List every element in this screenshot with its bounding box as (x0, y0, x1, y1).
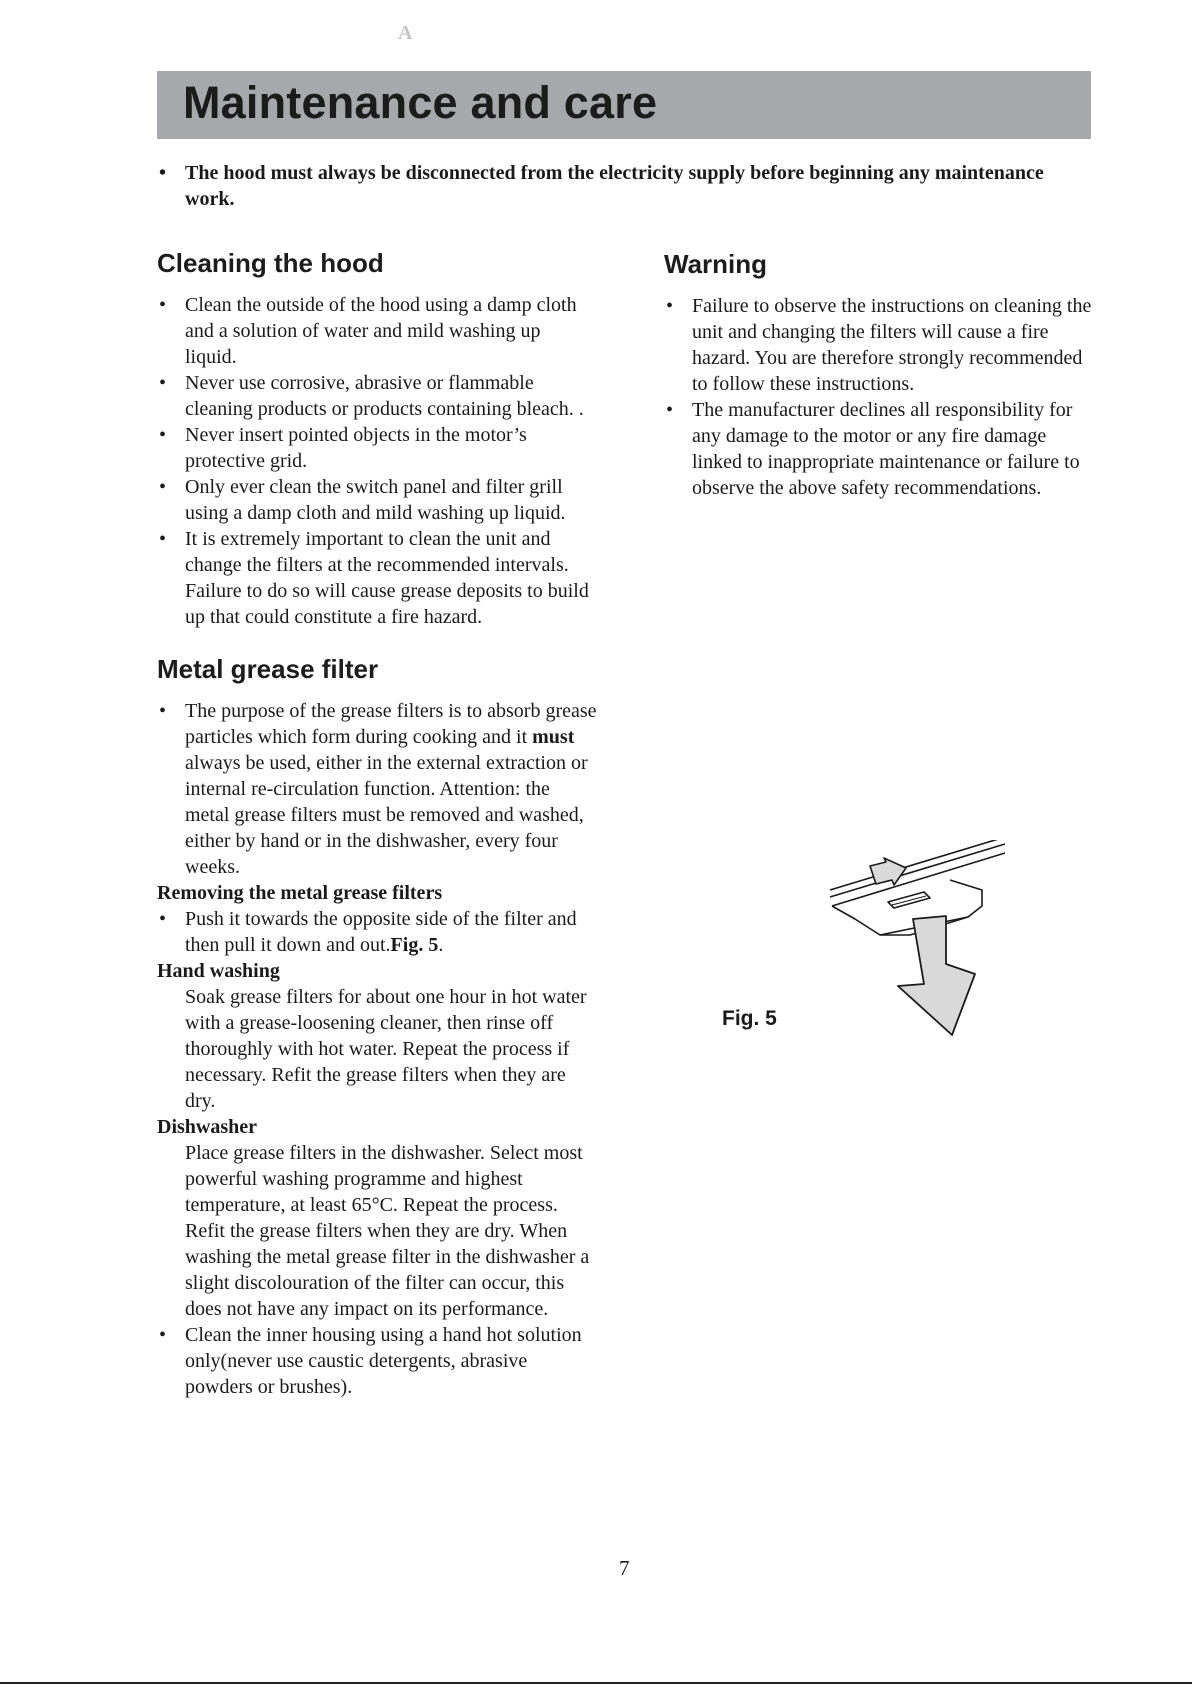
list-item: • Only ever clean the switch panel and filter grill using a damp cloth and mild washing up liquid. (157, 474, 597, 526)
cleaning-list (157, 292, 597, 630)
list-item (157, 698, 597, 880)
intro-list (157, 160, 1092, 212)
dishwasher-text: Place grease filters in the dishwasher. Select most powerful washing programme and highest temperature, at least 65°C. Repeat the process. Refit the grease filters when they are dry. When washing the metal grease filter in the dishwasher a slight discolouration of the filter can occur, this does not have any impact on its performance. (185, 1142, 590, 1320)
intro-item: • The hood must always be disconnected from the electricity supply before beginning any maintenance work. (157, 160, 1092, 212)
page-title: Maintenance and care (183, 77, 658, 128)
filter-removal-arrow-illustration (820, 840, 1020, 1040)
corner-mark: A (398, 22, 413, 44)
warning-list (664, 293, 1094, 501)
filter-purpose-list (157, 698, 597, 880)
metal-filter-heading: Metal grease filter (157, 654, 379, 684)
inner-housing-list (157, 1322, 597, 1400)
list-item (157, 906, 597, 958)
figure-reference: Fig. 5 (390, 934, 439, 956)
page-number: 7 (619, 1556, 630, 1580)
purpose-emphasis: must (532, 726, 575, 748)
title-bar (157, 71, 1091, 139)
list-item: • Never use corrosive, abrasive or flammable cleaning products or products containing bleach. . (157, 370, 597, 422)
list-item: • Never insert pointed objects in the motor’s protective grid. (157, 422, 597, 474)
figure-label: Fig. 5 (722, 1007, 777, 1030)
purpose-text-end: always be used, either in the external extraction or internal re-circulation function. Attention: the metal grease filters must be removed and washed, either by hand or in the dishwasher, every four weeks. (185, 752, 588, 878)
list-item: • Failure to observe the instructions on cleaning the unit and changing the filters will cause a fire hazard. You are therefore strongly recommended to follow these instructions. (664, 293, 1094, 397)
left-column (157, 248, 597, 1400)
dishwasher-subheading: Dishwasher (157, 1116, 258, 1138)
filter-removal-illustration (820, 840, 1020, 1040)
removing-text: Push it towards the opposite side of the filter and then pull it down and out. (185, 908, 577, 956)
warning-heading: Warning (664, 249, 768, 279)
list-item: • The manufacturer declines all responsibility for any damage to the motor or any fire damage linked to inappropriate maintenance or failure to observe the above safety recommendations. (664, 397, 1094, 501)
list-item: • Clean the inner housing using a hand hot solution only(never use caustic detergents, abrasive powders or brushes). (157, 1322, 597, 1400)
bottom-rule (0, 1682, 1192, 1684)
removing-list (157, 906, 597, 958)
list-item: • It is extremely important to clean the unit and change the filters at the recommended intervals. Failure to do so will cause grease deposits to build up that could constitute a fire hazard. (157, 526, 597, 630)
right-column (664, 249, 1094, 501)
removing-subheading: Removing the metal grease filters (157, 882, 443, 904)
list-item: • Clean the outside of the hood using a damp cloth and a solution of water and mild washing up liquid. (157, 292, 597, 370)
hand-washing-text: Soak grease filters for about one hour in hot water with a grease-loosening cleaner, then rinse off thoroughly with hot water. Repeat the process if necessary. Refit the grease filters when they are dry. (185, 986, 587, 1112)
cleaning-heading: Cleaning the hood (157, 248, 384, 278)
hand-washing-subheading: Hand washing (157, 960, 280, 982)
removing-end: . (438, 934, 444, 956)
purpose-text-start: The purpose of the grease filters is to absorb grease particles which form during cooking and it (185, 700, 597, 748)
